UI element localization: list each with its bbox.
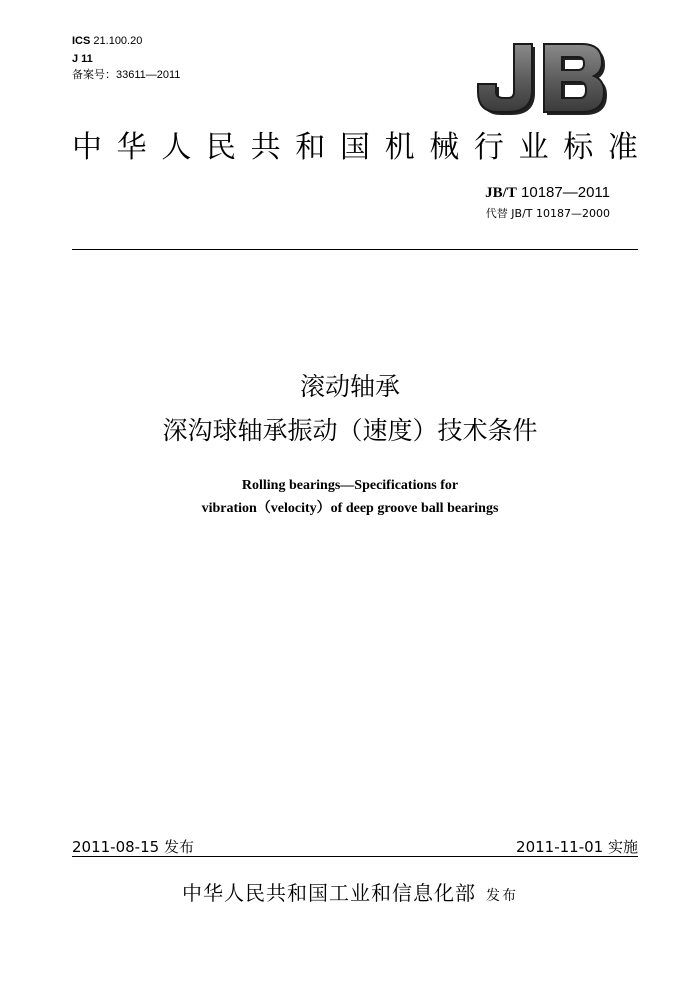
title-en-line2: vibration（velocity）of deep groove ball bearings bbox=[201, 501, 499, 516]
title-char: 华 bbox=[116, 130, 147, 165]
ics-number: 21.100.20 bbox=[93, 35, 143, 47]
jb-logo bbox=[474, 38, 610, 116]
title-char: 机 bbox=[384, 130, 415, 165]
title-char: 共 bbox=[250, 130, 281, 165]
title-en-line1: Rolling bearings—Specifications for bbox=[241, 478, 459, 493]
standard-category-title bbox=[72, 130, 638, 166]
issuer-org: 中华人民共和国工业和信息化部 bbox=[182, 881, 476, 905]
title-cn-line1: 滚动轴承 bbox=[299, 372, 400, 401]
standard-code-prefix: JB/T bbox=[485, 185, 517, 201]
replaces-standard: 代替 JB/T 10187—2000 bbox=[485, 207, 610, 220]
title-char: 械 bbox=[429, 130, 460, 165]
standard-number bbox=[485, 184, 610, 202]
title-cn-line2: 深沟球轴承振动（速度）技术条件 bbox=[162, 416, 538, 445]
effective-date: 2011-11-01 实施 bbox=[516, 838, 638, 856]
issuer-action: 发布 bbox=[486, 888, 518, 904]
title-char: 标 bbox=[563, 130, 594, 165]
filing-number: 备案号：33611—2011 bbox=[72, 69, 181, 81]
ics-label: ICS bbox=[72, 35, 91, 47]
footer-divider bbox=[72, 856, 638, 857]
issuer bbox=[0, 877, 700, 906]
title-char: 和 bbox=[295, 130, 326, 165]
issue-date: 2011-08-15 发布 bbox=[72, 838, 194, 856]
title-char: 民 bbox=[205, 130, 236, 165]
title-char: 中 bbox=[72, 130, 102, 165]
title-char: 准 bbox=[607, 130, 638, 165]
title-char: 国 bbox=[339, 130, 370, 165]
ccs-code: J 11 bbox=[72, 53, 93, 65]
title-char: 人 bbox=[161, 130, 192, 165]
ics-code bbox=[72, 34, 142, 48]
title-char: 业 bbox=[518, 130, 549, 165]
title-char: 行 bbox=[473, 130, 504, 165]
standard-code-number: 10187—2011 bbox=[521, 184, 610, 201]
header-divider bbox=[72, 249, 638, 250]
